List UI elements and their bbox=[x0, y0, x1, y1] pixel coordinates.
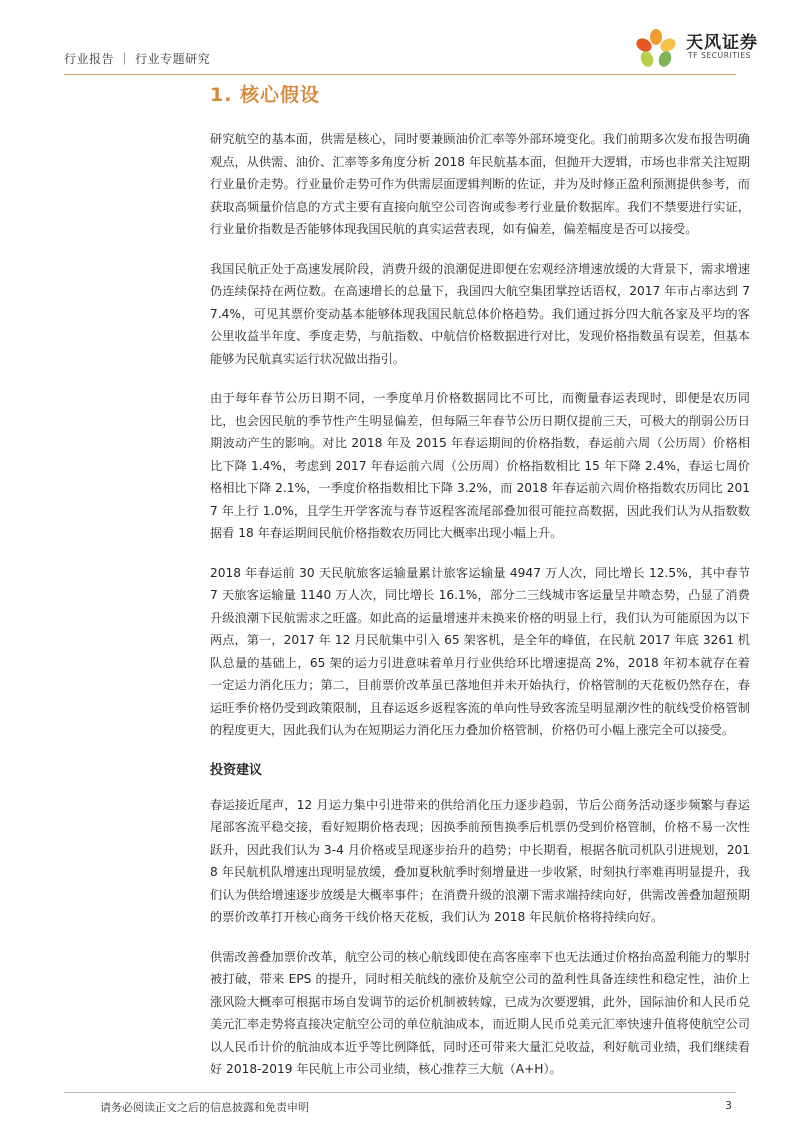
paragraph: 春运接近尾声，12 月运力集中引进带来的供给消化压力逐步趋弱，节后公商务活动逐步频繁与春运尾部客流平稳交接，看好短期价格表现；因换季前预售换季后机票仍受到价格管制，价格不易一次性跃升，因此我们认为 3-4 月价格或呈现逐步抬升的趋势；中长期看，根据各航司机队引进规划，2018 年民航机队增速出现明显放缓，叠加夏秋航季时刻增量进一步收紧，时刻执行率难再明显提升，我们认为供给增速逐步放缓是大概率事件；在消费升级的浪潮下需求端持续向好，供需改善叠加超预期的票价改革打开核心商务干线价格天花板，我们认为 2018 年民航价格将持续向好。 bbox=[210, 797, 750, 924]
footer-disclaimer: 请务必阅读正文之后的信息披露和免责申明 bbox=[100, 1101, 309, 1114]
paragraph: 供需改善叠加票价改革，航空公司的核心航线即使在高客座率下也无法通过价格抬高盈利能力的掣肘被打破，带来 EPS 的提升，同时相关航线的涨价及航空公司的盈利性具备连续性和稳定性，油价上涨风险大概率可根据市场自发调节的运价机制被转嫁，已成为次要逻辑，此外，国际油价和人民币兑美元汇率走势将直接决定航空公司的单位航油成本，而近期人民币兑美元汇率快速升值将使航空公司以人民币计价的航油成本近乎等比例降低，同时还可带来大量汇兑收益，利好航司业绩，我们继续看好 2018-2019 年民航上市公司业绩，核心推荐三大航（A+H）。 bbox=[210, 949, 750, 1076]
paragraph: 我国民航正处于高速发展阶段，消费升级的浪潮促进即便在宏观经济增速放缓的大背景下，需求增速仍连续保持在两位数。在高速增长的总量下，我国四大航空集团掌控话语权，2017 年市占率达到 77.4%，可见其票价变动基本能够体现我国民航总体价格趋势。我们通过拆分四大航各家及平均的客公里收益半年度、季度走势，与航指数、中航信价格数据进行对比，发现价格指数虽有误差，但基本能够为民航真实运行状况做出指引。 bbox=[210, 261, 750, 366]
brand-logo bbox=[630, 26, 758, 70]
logo-name-en: TF SECURITIES bbox=[688, 51, 752, 60]
logo-name-cn: 天风证券 bbox=[686, 33, 758, 53]
header-divider bbox=[64, 74, 736, 75]
flower-logo-icon bbox=[630, 26, 682, 70]
paragraph: 由于每年春节公历日期不同，一季度单月价格数据同比不可比，而衡量春运表现时，即便是农历同比，也会因民航的季节性产生明显偏差，但每隔三年春节公历日期仅提前三天，可极大的削弱公历日期波动产生的影响。对比 2018 年及 2015 年春运期间的价格指数，春运前六周（公历周）价格相比下降 1.4%，考虑到 2017 年春运前六周（公历周）价格指数相比 15 年下降 2.4%，春运七周价格相比下降 2.1%，一季度价格指数相比下降 3.2%，而 2018 年春运前六周价格指数农历同比 2017 年上行 1.0%，且学生开学客流与春节返程客流尾部叠加很可能拉高数据，因此我们认为从指数数据看 18 年春运期间民航价格指数农历同比大概率出现小幅上升。 bbox=[210, 391, 750, 540]
paragraph: 2018 年春运前 30 天民航旅客运输量累计旅客运输量 4947 万人次，同比增长 12.5%，其中春节 7 天旅客运输量 1140 万人次，同比增长 16.1%，部分二三线城市客运量呈井喷态势，凸显了消费升级浪潮下民航需求之旺盛。如此高的运量增速并未换来价格的明显上行，我们认为可能原因为以下两点，第一，2017 年 12 月民航集中引入 65 架客机，是全年的峰值，在民航 2017 年底 3261 机队总量的基础上，65 架的运力引进意味着单月行业供给环比增速提高 2%，2018 年初本就存在着一定运力消化压力；第二，目前票价改革虽已落地但并未开始执行，价格管制的天花板仍然存在，春运旺季价格仍受到政策限制，且春运返乡返程客流的单向性导致客流呈明显潮汐性的航线受价格管制的程度更大，因此我们认为在短期运力消化压力叠加价格管制，价格仍可小幅上涨完全可以接受。 bbox=[210, 565, 750, 737]
investment-advice-heading: 投资建议 bbox=[210, 762, 263, 778]
main-content bbox=[210, 128, 750, 1098]
page-number: 3 bbox=[725, 1099, 732, 1112]
report-category: 行业报告 ｜ 行业专题研究 bbox=[64, 52, 211, 66]
paragraph: 研究航空的基本面，供需是核心，同时要兼顾油价汇率等外部环境变化。我们前期多次发布报告明确观点，从供需、油价、汇率等多角度分析 2018 年民航基本面，但抛开大逻辑，市场也非常关注短期行业量价走势。行业量价走势可作为供需层面逻辑判断的佐证，并为及时修正盈利预测提供参考，而获取高频量价信息的方式主要有直接向航空公司咨询或参考行业量价数据库。我们不禁要进行实证，行业量价指数是否能够体现我国民航的真实运营表现，如有偏差，偏差幅度是否可以接受。 bbox=[210, 132, 750, 236]
footer-divider bbox=[64, 1092, 736, 1093]
section-title: 1. 核心假设 bbox=[210, 84, 321, 106]
